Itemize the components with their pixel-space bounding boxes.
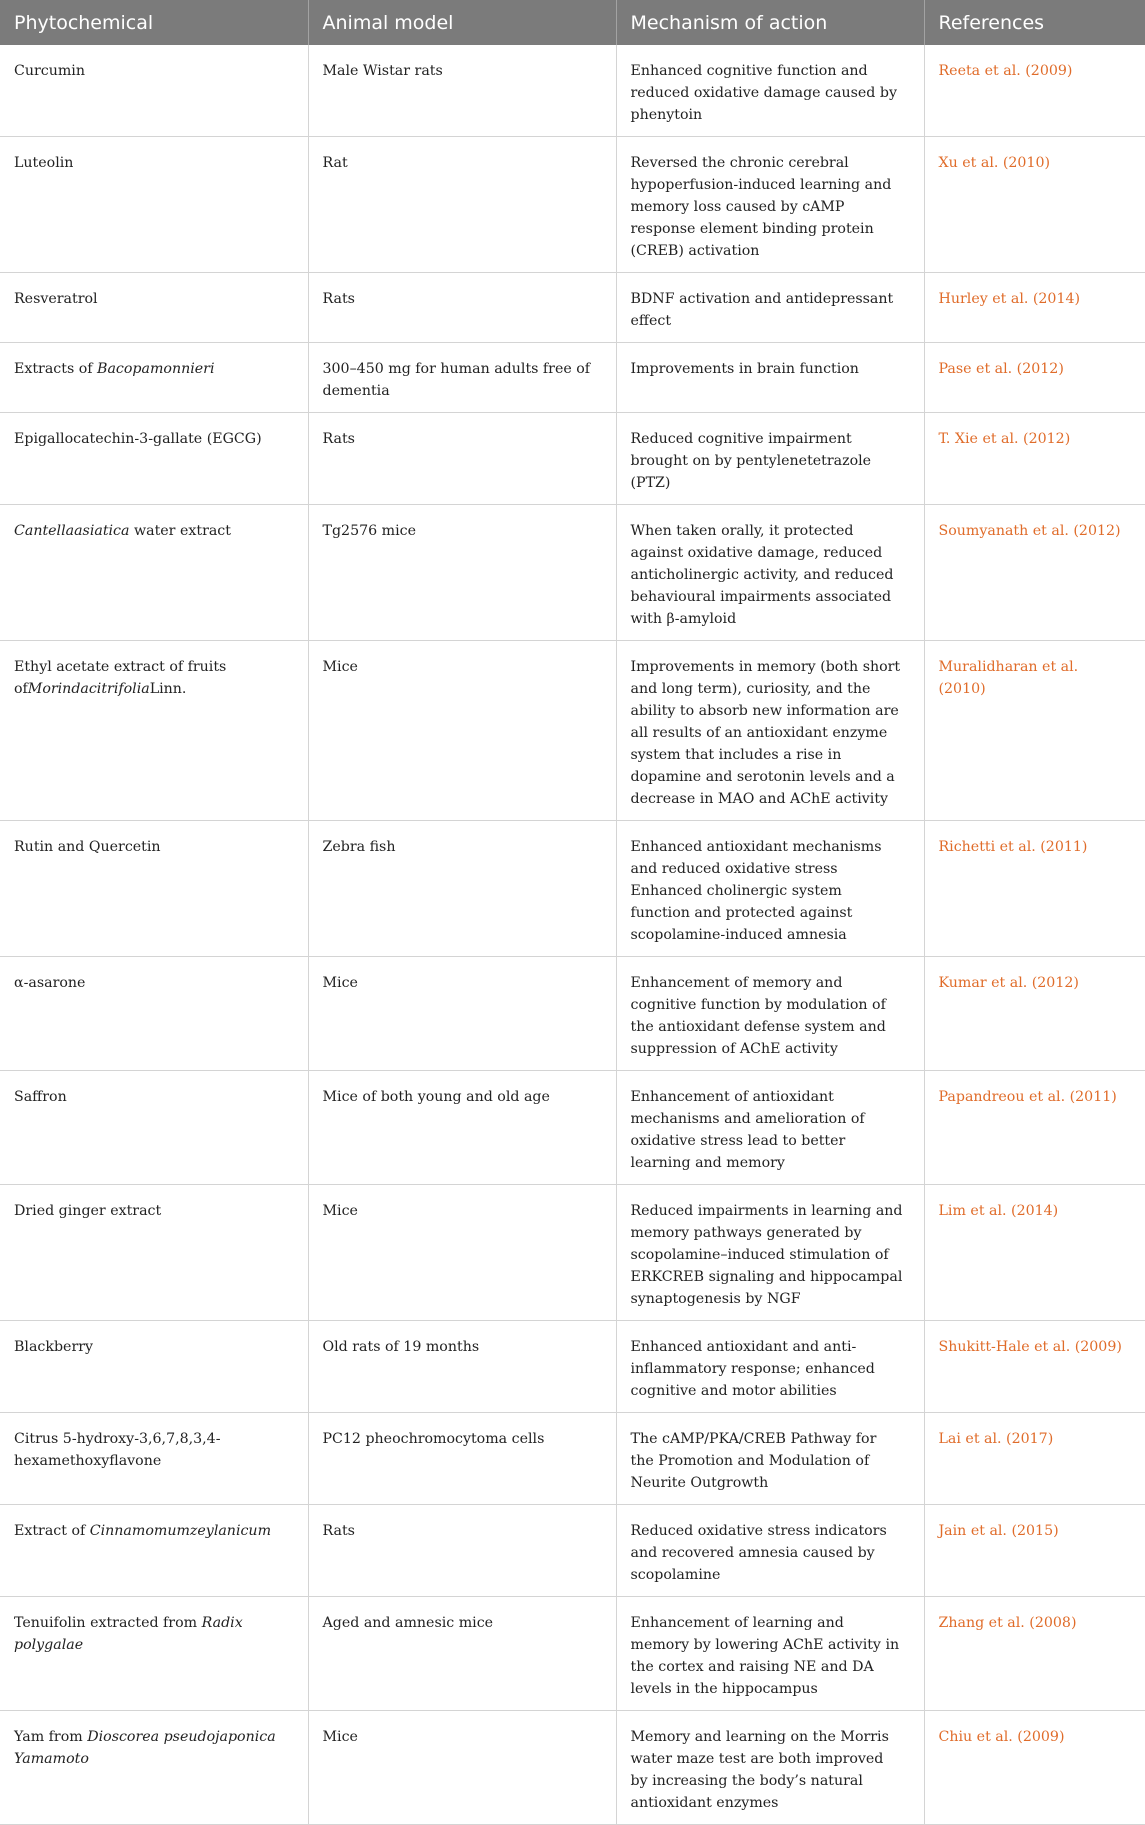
reference-link[interactable]: Muralidharan et al. (2010) (924, 641, 1145, 821)
mechanism-line: Enhanced antioxidant and anti-inflammatory response; enhanced cognitive and motor abilities (630, 1339, 875, 1399)
cell-animal-model: Old rats of 19 months (308, 1321, 616, 1413)
cell-phytochemical (0, 1505, 308, 1597)
cell-phytochemical (0, 821, 308, 957)
cell-mechanism (616, 1071, 924, 1185)
phytochemical-text: Dried ginger extract (14, 1203, 162, 1219)
table-row (0, 957, 1145, 1071)
phytochemical-text: Ethyl acetate extract of fruits of (14, 659, 227, 697)
reference-link[interactable]: Kumar et al. (2012) (924, 957, 1145, 1071)
table-row (0, 273, 1145, 343)
phytochemical-text: Luteolin (14, 155, 74, 171)
cell-animal-model: Male Wistar rats (308, 45, 616, 137)
mechanism-line: Enhancement of learning and memory by lowering AChE activity in the cortex and raising NE and DA levels in the hippocampus (630, 1615, 900, 1697)
phytochemical-italic-name: Bacopamonnieri (97, 361, 215, 377)
mechanism-line: Improvements in memory (both short and long term), curiosity, and the ability to absorb new information are all results of an antioxidant enzyme system that includes a rise in dopamine and serotonin levels and a decrease in MAO and AChE activity (630, 659, 901, 807)
table-row (0, 641, 1145, 821)
phytochemical-text: Rutin and Quercetin (14, 839, 161, 855)
reference-link[interactable]: Pase et al. (2012) (924, 343, 1145, 413)
cell-mechanism (616, 1413, 924, 1505)
table-row (0, 1597, 1145, 1711)
cell-mechanism (616, 137, 924, 273)
reference-link[interactable]: Shukitt-Hale et al. (2009) (924, 1321, 1145, 1413)
table-row (0, 413, 1145, 505)
cell-mechanism (616, 413, 924, 505)
cell-phytochemical (0, 1413, 308, 1505)
cell-animal-model: PC12 pheochromocytoma cells (308, 1413, 616, 1505)
cell-phytochemical (0, 641, 308, 821)
reference-link[interactable]: Lai et al. (2017) (924, 1413, 1145, 1505)
header-phytochemical: Phytochemical (0, 0, 308, 45)
reference-link[interactable]: Zhang et al. (2008) (924, 1597, 1145, 1711)
table-row (0, 821, 1145, 957)
cell-phytochemical (0, 413, 308, 505)
mechanism-line: BDNF activation and antidepressant effect (630, 291, 894, 329)
phytochemical-text: Blackberry (14, 1339, 94, 1355)
mechanism-line: When taken orally, it protected against oxidative damage, reduced anticholinergic activity, and reduced behavioural impairments associated with β-amyloid (630, 523, 894, 627)
cell-animal-model: Rat (308, 137, 616, 273)
table-body (0, 45, 1145, 1825)
header-mechanism: Mechanism of action (616, 0, 924, 45)
cell-phytochemical (0, 1597, 308, 1711)
cell-animal-model: Aged and amnesic mice (308, 1597, 616, 1711)
header-references: References (938, 11, 1045, 34)
cell-animal-model: Zebra fish (308, 821, 616, 957)
reference-link[interactable]: Reeta et al. (2009) (924, 45, 1145, 137)
table-row (0, 45, 1145, 137)
cell-mechanism (616, 1505, 924, 1597)
reference-link[interactable]: Jain et al. (2015) (924, 1505, 1145, 1597)
reference-link[interactable]: Richetti et al. (2011) (924, 821, 1145, 957)
table-row (0, 137, 1145, 273)
cell-phytochemical (0, 137, 308, 273)
mechanism-line: The cAMP/PKA/CREB Pathway for the Promotion and Modulation of Neurite Outgrowth (630, 1431, 877, 1491)
phytochemical-text: Yam from (14, 1729, 88, 1745)
reference-link[interactable]: Soumyanath et al. (2012) (924, 505, 1145, 641)
cell-animal-model: Mice (308, 1711, 616, 1825)
phytochemical-text: Extract of (14, 1523, 90, 1539)
table-row (0, 1711, 1145, 1825)
phytochemical-italic-name: Morindacitrifolia (27, 681, 150, 697)
cell-phytochemical (0, 505, 308, 641)
table-row (0, 505, 1145, 641)
cell-phytochemical (0, 957, 308, 1071)
cell-animal-model: Rats (308, 1505, 616, 1597)
cell-mechanism (616, 1597, 924, 1711)
cell-animal-model: Mice of both young and old age (308, 1071, 616, 1185)
table-row (0, 1505, 1145, 1597)
mechanism-line: Enhanced cognitive function and reduced oxidative damage caused by phenytoin (630, 63, 897, 123)
mechanism-line: Enhancement of memory and cognitive function by modulation of the antioxidant defense system and suppression of AChE activity (630, 975, 886, 1057)
mechanism-line: Enhanced antioxidant mechanisms and reduced oxidative stress (630, 839, 882, 877)
mechanism-line: Reduced impairments in learning and memory pathways generated by scopolamine–induced stimulation of ERKCREB signaling and hippocampal synaptogenesis by NGF (630, 1203, 903, 1307)
cell-animal-model: Mice (308, 1185, 616, 1321)
cell-animal-model: Mice (308, 641, 616, 821)
cell-mechanism (616, 343, 924, 413)
phytochemical-text: Saffron (14, 1089, 67, 1105)
phytochemical-text: water extract (129, 523, 231, 539)
cell-animal-model: Mice (308, 957, 616, 1071)
table-row (0, 1321, 1145, 1413)
cell-phytochemical (0, 1071, 308, 1185)
mechanism-line: Reduced cognitive impairment brought on by pentylenetetrazole (PTZ) (630, 431, 872, 491)
cell-mechanism (616, 1185, 924, 1321)
cell-animal-model: Rats (308, 273, 616, 343)
reference-link[interactable]: Hurley et al. (2014) (924, 273, 1145, 343)
reference-link[interactable]: T. Xie et al. (2012) (924, 413, 1145, 505)
reference-link[interactable]: Chiu et al. (2009) (924, 1711, 1145, 1825)
phytochemical-text: Tenuifolin extracted from (14, 1615, 202, 1631)
table-row (0, 343, 1145, 413)
mechanism-line: Memory and learning on the Morris water maze test are both improved by increasing the body’s natural antioxidant enzymes (630, 1729, 889, 1811)
cell-mechanism (616, 821, 924, 957)
cell-mechanism (616, 957, 924, 1071)
cell-mechanism (616, 641, 924, 821)
table-header (0, 0, 1145, 45)
phytochemical-italic-name: Dioscorea pseudojaponica Yamamoto (14, 1729, 276, 1767)
table-row (0, 1413, 1145, 1505)
phytochemical-text: Citrus 5-hydroxy-3,6,7,8,3,4-hexamethoxyflavone (14, 1431, 221, 1469)
cell-phytochemical (0, 1711, 308, 1825)
mechanism-line: Enhanced cholinergic system function and protected against scopolamine-induced amnesia (630, 883, 853, 943)
mechanism-line: Enhancement of antioxidant mechanisms and amelioration of oxidative stress lead to better learning and memory (630, 1089, 865, 1171)
phytochemical-text: Extracts of (14, 361, 98, 377)
cell-animal-model: Rats (308, 413, 616, 505)
cell-mechanism (616, 1711, 924, 1825)
reference-link[interactable]: Papandreou et al. (2011) (924, 1071, 1145, 1185)
cell-phytochemical (0, 273, 308, 343)
reference-link[interactable]: Lim et al. (2014) (924, 1185, 1145, 1321)
table-row (0, 1185, 1145, 1321)
phytochemical-text: Curcumin (14, 63, 85, 79)
mechanism-line: Improvements in brain function (630, 361, 859, 377)
cell-mechanism (616, 505, 924, 641)
reference-link[interactable]: Xu et al. (2010) (924, 137, 1145, 273)
cell-phytochemical (0, 1185, 308, 1321)
mechanism-line: Reversed the chronic cerebral hypoperfusion-induced learning and memory loss caused by cAMP response element binding protein (CREB) activation (630, 155, 892, 259)
phytochemical-text: α-asarone (14, 975, 86, 991)
phytochemical-italic-name: Cantellaasiatica (14, 523, 130, 539)
header-row (0, 0, 1145, 45)
cell-animal-model: 300–450 mg for human adults free of dementia (308, 343, 616, 413)
cell-mechanism (616, 273, 924, 343)
table-row (0, 1071, 1145, 1185)
cell-phytochemical (0, 45, 308, 137)
cell-phytochemical (0, 1321, 308, 1413)
cell-phytochemical (0, 343, 308, 413)
phytochemical-text: Linn. (149, 681, 187, 697)
phytochemical-text: Resveratrol (14, 291, 98, 307)
cell-mechanism (616, 1321, 924, 1413)
cell-mechanism (616, 45, 924, 137)
phytochemical-text: Epigallocatechin-3-gallate (EGCG) (14, 431, 262, 447)
phytochemical-italic-name: Cinnamomumzeylanicum (89, 1523, 272, 1539)
cell-animal-model: Tg2576 mice (308, 505, 616, 641)
header-animal-model: Animal model (308, 0, 616, 45)
phytochemical-italic-name: Radix polygalae (14, 1615, 243, 1653)
mechanism-line: Reduced oxidative stress indicators and recovered amnesia caused by scopolamine (630, 1523, 887, 1583)
